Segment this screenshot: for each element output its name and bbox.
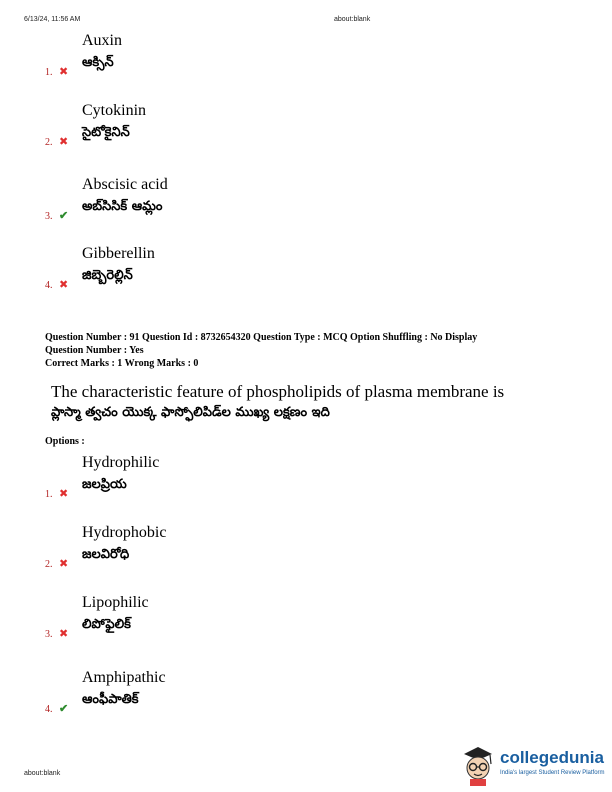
footer-url: about:blank [24,770,61,777]
option-text-en: Amphipathic [82,669,166,686]
option-number: 1. [45,489,53,500]
question-meta-line: Question Number : 91 Question Id : 8732654320 Question Type : MCQ Option Shuffling : No Display [45,332,478,343]
print-url: about:blank [334,16,371,23]
wrong-mark-icon: ✖ [59,628,69,640]
question-text-en: The characteristic feature of phospholipids of plasma membrane is [51,382,505,401]
wrong-mark-icon: ✖ [59,279,69,291]
option-text-en: Abscisic acid [82,176,168,193]
option-text-en: Hydrophilic [82,454,160,471]
question-meta-line: Question Number : Yes [45,345,144,356]
wrong-mark-icon: ✖ [59,488,69,500]
wrong-mark-icon: ✖ [59,136,69,148]
option-number: 1. [45,67,53,78]
option-text-te: ఆంఫీపాతిక్ [82,692,139,707]
option-number: 2. [45,559,53,570]
collegedunia-logo [460,744,612,788]
option-number: 4. [45,704,53,715]
mascot-icon [460,744,496,786]
brand-name: collegedunia [500,748,604,767]
correct-check-icon: ✔ [59,703,69,715]
option-text-te: జలప్రియ [82,477,127,492]
option-text-en: Lipophilic [82,594,149,611]
option-text-en: Auxin [82,32,122,49]
brand-tagline: India's largest Student Review Platform [500,770,605,776]
option-text-te: జిబ్బెరెల్లిన్ [82,268,133,283]
option-text-en: Hydrophobic [82,524,167,541]
option-text-te: అబ్‌సిసిక్ ఆమ్లం [82,199,163,214]
option-number: 4. [45,280,53,291]
wrong-mark-icon: ✖ [59,558,69,570]
option-number: 2. [45,137,53,148]
option-text-te: సైటోకైనిన్ [82,125,130,140]
question-marks-line: Correct Marks : 1 Wrong Marks : 0 [45,358,199,369]
option-text-te: ఆక్సిన్ [82,55,114,70]
correct-check-icon: ✔ [59,210,69,222]
option-text-en: Gibberellin [82,245,155,262]
print-datetime: 6/13/24, 11:56 AM [24,16,81,23]
wrong-mark-icon: ✖ [59,66,69,78]
options-label: Options : [45,436,85,447]
option-text-te: లిపోఫైలిక్ [82,617,131,632]
option-text-en: Cytokinin [82,102,147,119]
option-number: 3. [45,211,53,222]
option-text-te: జలవిరోధి [82,547,130,562]
question-text-te: ప్లాస్మా త్వచం యొక్క ఫాస్ఫోలిపిడ్‌ల ముఖ్య లక్షణం ఇది [51,405,330,420]
option-number: 3. [45,629,53,640]
